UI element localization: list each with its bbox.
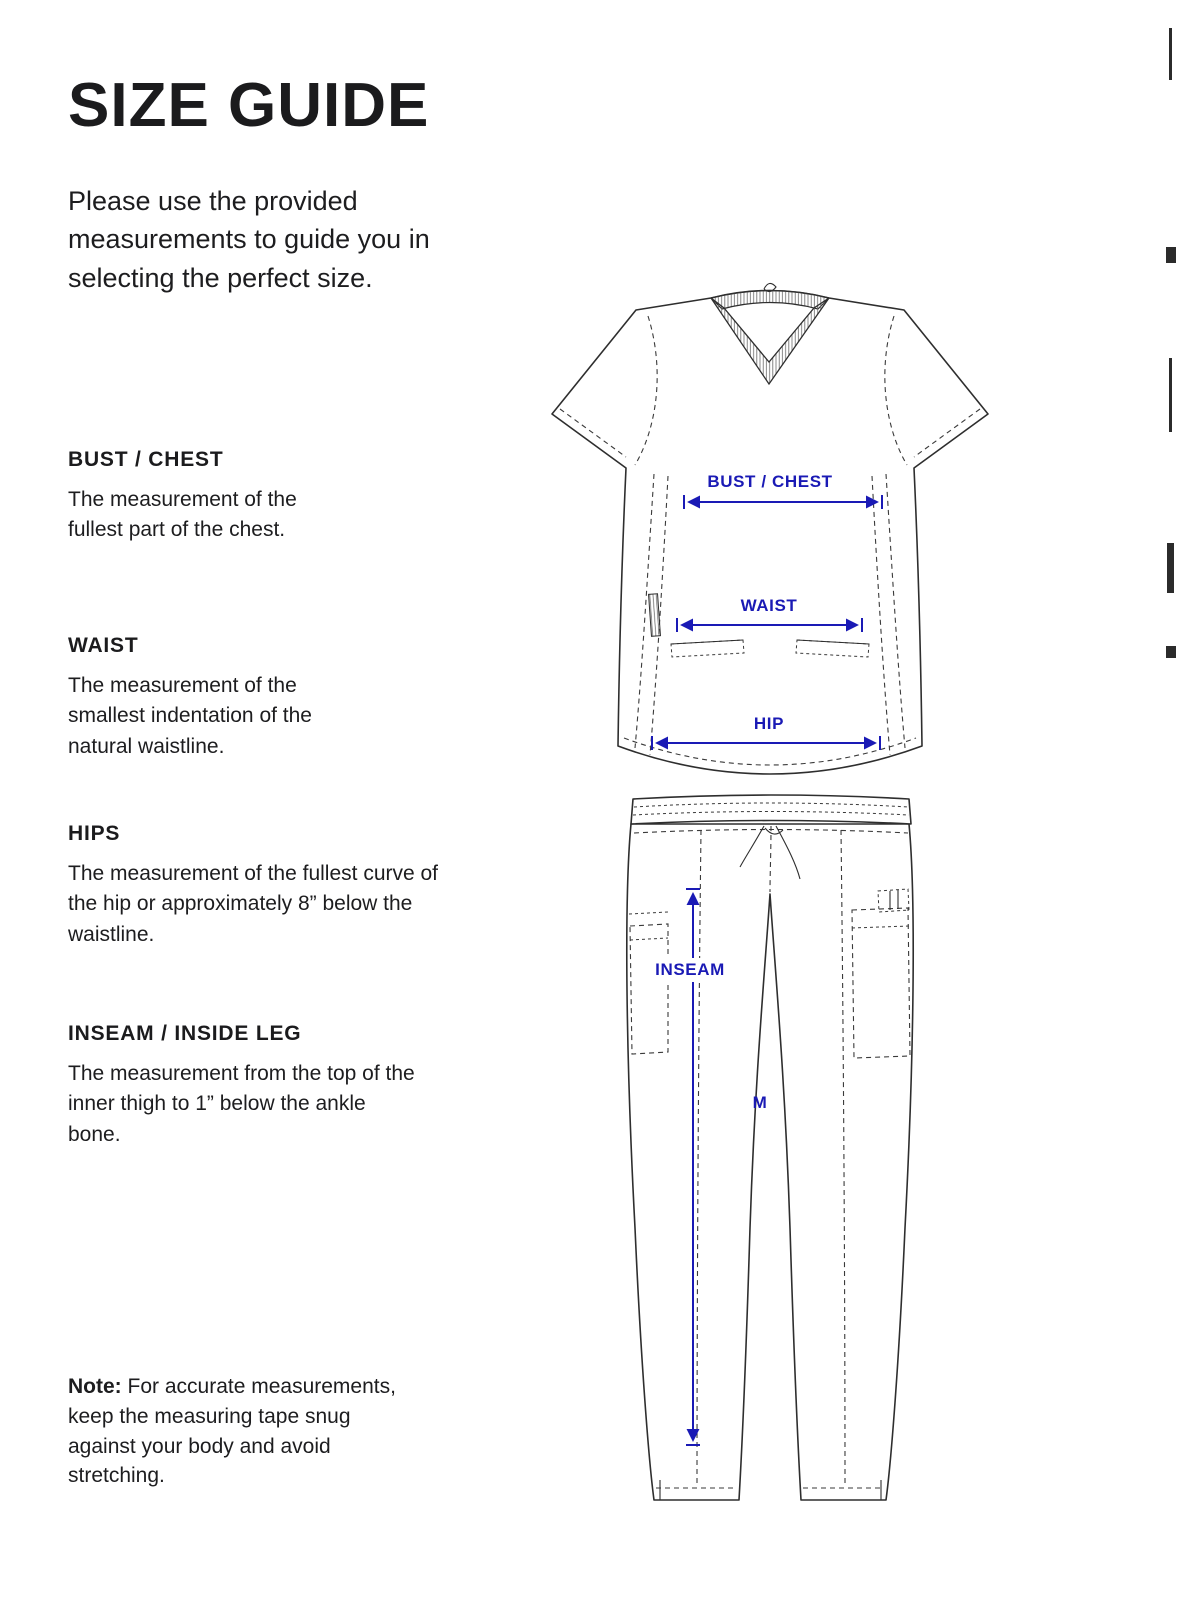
hip-measure-label: HIP [753,714,785,733]
inseam-measure-label: INSEAM [655,960,725,979]
bust-measure-label: BUST / CHEST [707,472,833,491]
scrub-pants-illustration [627,795,913,1500]
section-hips [68,822,446,950]
section-body-waist: The measurement of the smallest indentation of the natural waistline. [68,674,312,758]
section-inseam [68,1022,420,1150]
page-title: SIZE GUIDE [68,71,430,140]
section-heading-waist: WAIST [68,634,139,657]
scrubs-technical-drawing [538,278,998,1534]
section-body-hips: The measurement of the fullest curve of the hip or approximately 8” below the waistline. [68,862,439,946]
waist-measure-label: WAIST [740,596,798,615]
edge-artifact [1166,247,1176,263]
scrub-top-illustration [552,283,988,774]
note-label: Note: [68,1375,122,1398]
note-body: For accurate measurements, keep the measuring tape snug against your body and avoid stretching. [68,1375,396,1488]
size-marker-label: M [752,1093,768,1112]
edge-artifact [1166,646,1176,658]
section-heading-hips: HIPS [68,822,121,845]
section-bust-chest [68,448,350,546]
edge-artifact [1167,543,1174,593]
section-heading-inseam: INSEAM / INSIDE LEG [68,1022,302,1045]
size-diagram [538,278,998,1534]
section-body-inseam: The measurement from the top of the inner thigh to 1” below the ankle bone. [68,1062,415,1146]
section-heading-bust: BUST / CHEST [68,448,224,471]
section-body-bust: The measurement of the fullest part of the chest. [68,488,297,542]
intro-text: Please use the provided measurements to guide you in selecting the perfect size. [68,186,430,293]
edge-artifact [1169,28,1172,80]
section-waist [68,634,370,762]
edge-artifact [1169,358,1172,432]
note-text [68,1372,416,1491]
